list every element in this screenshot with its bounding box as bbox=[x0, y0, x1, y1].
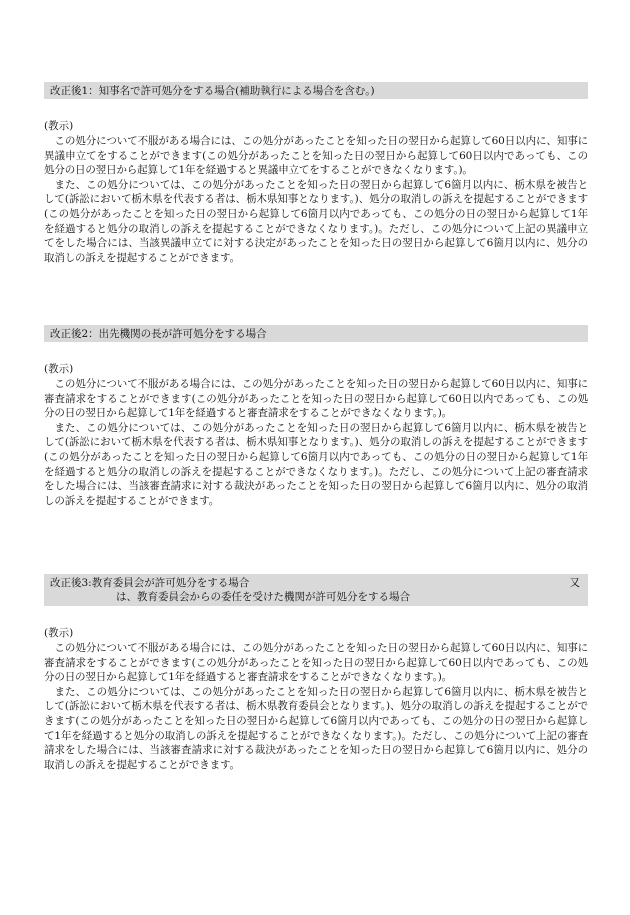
section-1-paragraph-2: また、この処分については、この処分があったことを知った日の翌日から起算して6箇月以内に、栃木県を被告として(訴訟において栃木県を代表する者は、栃木県知事となります。)、処分の取消しの訴えを提起することができます(この処分があったことを知った日の翌日から起算して6箇月以内であっても、この処分の日の翌日から起算して1年を経過すると処分の取消しの訴えを提起することができなくなります。)。ただし、この処分について上記の異議申立てをした場合には、当該異議申立てに対する決定があったことを知った日の翌日から起算して6箇月以内に、処分の取消しの訴えを提起することができます。 bbox=[44, 178, 588, 264]
section-3-heading-alt: 又 bbox=[569, 577, 580, 589]
section-1 bbox=[44, 82, 588, 265]
section-2 bbox=[44, 325, 588, 508]
section-1-heading: 改正後1：知事名で許可処分をする場合(補助執行による場合を含む。) bbox=[44, 82, 588, 99]
section-3 bbox=[44, 574, 588, 772]
section-2-heading: 改正後2：出先機関の長が許可処分をする場合 bbox=[44, 325, 588, 342]
section-3-paragraph-1: この処分について不服がある場合には、この処分があったことを知った日の翌日から起算して60日以内に、知事に審査請求をすることができます(この処分があったことを知った日の翌日から起算して60日以内であっても、この処分の日の翌日から起算して1年を経過すると審査請求をすることができなくなります。)。 bbox=[44, 642, 588, 684]
section-3-heading-line-2: は、教育委員会からの委任を受けた機関が許可処分をする場合 bbox=[116, 591, 410, 603]
section-3-heading-line-1: 改正後3:教育委員会が許可処分をする場合 bbox=[50, 577, 250, 589]
section-2-paragraph-1: この処分について不服がある場合には、この処分があったことを知った日の翌日から起算して60日以内に、知事に審査請求をすることができます(この処分があったことを知った日の翌日から起算して60日以内であっても、この処分の日の翌日から起算して1年を経過すると審査請求をすることができなくなります。)。 bbox=[44, 378, 588, 420]
section-3-paragraph-2: また、この処分については、この処分があったことを知った日の翌日から起算して6箇月以内に、栃木県を被告として(訴訟において栃木県を代表する者は、栃木県教育委員会となります。)、処分の取消しの訴えを提起することができます(この処分があったことを知った日の翌日から起算して6箇月以内であっても、この処分の日の翌日から起算して1年を経過すると処分の取消しの訴えを提起することができなくなります。)。ただし、この処分について上記の審査請求をした場合には、当該審査請求に対する裁決があったことを知った日の翌日から起算して6箇月以内に、処分の取消しの訴えを提起することができます。 bbox=[44, 685, 588, 771]
section-3-label: (教示) bbox=[44, 627, 74, 639]
section-1-paragraph-1: この処分について不服がある場合には、この処分があったことを知った日の翌日から起算して60日以内に、知事に異議申立てをすることができます(この処分があったことを知った日の翌日から起算して60日以内であっても、この処分の日の翌日から起算して1年を経過すると異議申立てをすることができなくなります。)。 bbox=[44, 135, 588, 177]
section-3-heading bbox=[44, 574, 588, 606]
section-2-label: (教示) bbox=[44, 363, 74, 375]
section-2-paragraph-2: また、この処分については、この処分があったことを知った日の翌日から起算して6箇月以内に、栃木県を被告として(訴訟において栃木県を代表する者は、栃木県知事となります。)、処分の取消しの訴えを提起することができます(この処分があったことを知った日の翌日から起算して6箇月以内であっても、この処分の日の翌日から起算して1年を経過すると処分の取消しの訴えを提起することができなくなります。)。ただし、この処分について上記の審査請求をした場合には、当該審査請求に対する裁決があったことを知った日の翌日から起算して6箇月以内に、処分の取消しの訴えを提起することができます。 bbox=[44, 421, 588, 507]
section-1-label: (教示) bbox=[44, 120, 74, 132]
